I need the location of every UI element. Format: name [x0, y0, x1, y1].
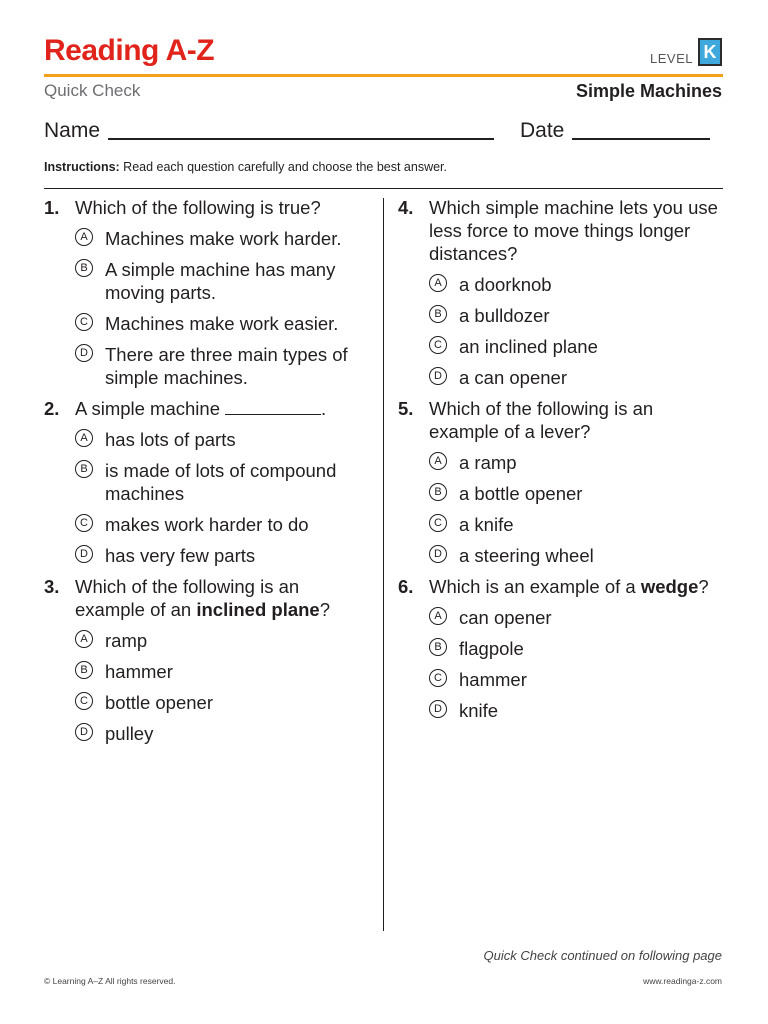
level-badge: K [698, 38, 722, 66]
question-6 [398, 575, 718, 722]
question-number: 3. [44, 576, 60, 597]
answer-option[interactable] [429, 637, 718, 660]
answer-bubble[interactable]: D [75, 545, 93, 563]
instructions-label: Instructions: [44, 160, 120, 174]
level-label: LEVEL [650, 50, 693, 66]
answer-bubble[interactable]: C [429, 669, 447, 687]
instructions [44, 160, 447, 174]
level-indicator [650, 38, 722, 66]
instructions-rule [44, 188, 723, 189]
answer-option[interactable] [75, 227, 364, 250]
answer-bubble[interactable]: A [429, 607, 447, 625]
answer-text: a ramp [459, 452, 517, 473]
answer-bubble[interactable]: A [75, 429, 93, 447]
page-title: Simple Machines [575, 81, 722, 101]
answer-text: is made of lots of compound machines [105, 460, 337, 504]
question-text-start: Which is an example of a [429, 576, 641, 597]
continued-note: Quick Check continued on following page [483, 948, 722, 963]
question-number: 5. [398, 398, 414, 419]
date-field[interactable] [520, 119, 710, 143]
answer-bubble[interactable]: D [429, 367, 447, 385]
answer-option[interactable] [75, 513, 364, 536]
answer-text: pulley [105, 723, 154, 744]
answer-bubble[interactable]: C [75, 514, 93, 532]
answer-text: can opener [459, 607, 552, 628]
answer-text: has very few parts [105, 545, 256, 566]
website-link[interactable]: www.readinga-z.com [643, 976, 722, 986]
question-5 [398, 397, 718, 567]
instructions-text: Read each question carefully and choose the best answer. [119, 160, 447, 174]
quick-check-label: Quick Check [44, 81, 141, 100]
answer-bubble[interactable]: B [429, 483, 447, 501]
answer-option[interactable] [75, 258, 364, 304]
date-label: Date [520, 119, 565, 142]
answer-option[interactable] [75, 428, 364, 451]
answer-text: a doorknob [459, 274, 552, 295]
question-text [429, 575, 718, 598]
answer-bubble[interactable]: B [429, 638, 447, 656]
answer-option[interactable] [429, 366, 718, 389]
question-text: Which of the following is an example of a lever? [429, 398, 654, 442]
answer-option[interactable] [429, 304, 718, 327]
question-2 [44, 397, 364, 567]
name-line[interactable] [108, 138, 494, 140]
question-number: 6. [398, 576, 414, 597]
answer-option[interactable] [429, 273, 718, 296]
question-text-end: . [320, 398, 327, 419]
answer-option[interactable] [75, 544, 364, 567]
question-text: Which simple machine lets you use less force to move things longer distances? [429, 197, 718, 264]
answer-bubble[interactable]: D [75, 723, 93, 741]
question-text-end: ? [319, 599, 331, 620]
answer-text: an inclined plane [459, 336, 598, 357]
answer-option[interactable] [75, 343, 364, 389]
answer-bubble[interactable]: C [75, 313, 93, 331]
question-text-start: A simple machine [75, 398, 220, 419]
reading-az-logo: Reading A-Z [44, 34, 215, 67]
question-text [75, 397, 364, 420]
answer-option[interactable] [429, 544, 718, 567]
answer-bubble[interactable]: D [429, 700, 447, 718]
answer-text: bottle opener [105, 692, 214, 713]
question-text: Which of the following is true? [75, 197, 321, 218]
answer-text: a can opener [459, 367, 568, 388]
answer-text: flagpole [459, 638, 524, 659]
question-4 [398, 196, 718, 389]
question-number: 4. [398, 197, 414, 218]
question-keyword: wedge [640, 576, 699, 597]
answer-text: a bottle opener [459, 483, 583, 504]
answer-bubble[interactable]: C [429, 336, 447, 354]
answer-text: hammer [459, 669, 527, 690]
right-column [398, 196, 718, 730]
answer-bubble[interactable]: C [75, 692, 93, 710]
answer-bubble[interactable]: A [429, 452, 447, 470]
answer-bubble[interactable]: D [429, 545, 447, 563]
answer-option[interactable] [75, 629, 364, 652]
question-1 [44, 196, 364, 389]
question-3 [44, 575, 364, 745]
answer-text: knife [459, 700, 499, 721]
answer-bubble[interactable]: B [75, 661, 93, 679]
answer-option[interactable] [429, 699, 718, 722]
answer-option[interactable] [429, 606, 718, 629]
answer-option[interactable] [429, 335, 718, 358]
question-number: 2. [44, 398, 60, 419]
left-column [44, 196, 364, 753]
question-keyword: inclined plane [196, 599, 320, 620]
answer-text: makes work harder to do [105, 514, 309, 535]
answer-text: a knife [459, 514, 514, 535]
answer-option[interactable] [75, 459, 364, 505]
answer-option[interactable] [429, 451, 718, 474]
question-text-start: Which of the following is an example of an [75, 576, 300, 620]
answer-bubble[interactable]: B [429, 305, 447, 323]
answer-option[interactable] [75, 660, 364, 683]
answer-option[interactable] [429, 668, 718, 691]
answer-text: a bulldozer [459, 305, 550, 326]
answer-text: hammer [105, 661, 173, 682]
answer-bubble[interactable]: C [429, 514, 447, 532]
answer-bubble[interactable]: D [75, 344, 93, 362]
name-field[interactable] [44, 119, 494, 143]
answer-text: Machines make work harder. [105, 228, 342, 249]
answer-option[interactable] [75, 312, 364, 335]
answer-text: ramp [105, 630, 148, 651]
answer-text: A simple machine has many moving parts. [105, 259, 336, 303]
question-text-end: ? [698, 576, 709, 597]
question-text [75, 575, 364, 621]
answer-option[interactable] [429, 482, 718, 505]
fill-in-blank [225, 402, 321, 415]
date-line[interactable] [572, 138, 710, 140]
answer-option[interactable] [75, 691, 364, 714]
header-rule [44, 74, 723, 77]
column-divider [383, 198, 384, 931]
answer-bubble[interactable]: B [75, 259, 93, 277]
answer-option[interactable] [75, 722, 364, 745]
answer-bubble[interactable]: A [75, 228, 93, 246]
copyright: © Learning A–Z All rights reserved. [44, 976, 176, 986]
answer-text: has lots of parts [105, 429, 236, 450]
answer-bubble[interactable]: B [75, 460, 93, 478]
answer-text: a steering wheel [459, 545, 594, 566]
answer-text: There are three main types of simple machines. [105, 344, 348, 388]
answer-bubble[interactable]: A [75, 630, 93, 648]
answer-bubble[interactable]: A [429, 274, 447, 292]
answer-option[interactable] [429, 513, 718, 536]
question-number: 1. [44, 197, 60, 218]
name-label: Name [44, 119, 101, 142]
answer-text: Machines make work easier. [105, 313, 339, 334]
